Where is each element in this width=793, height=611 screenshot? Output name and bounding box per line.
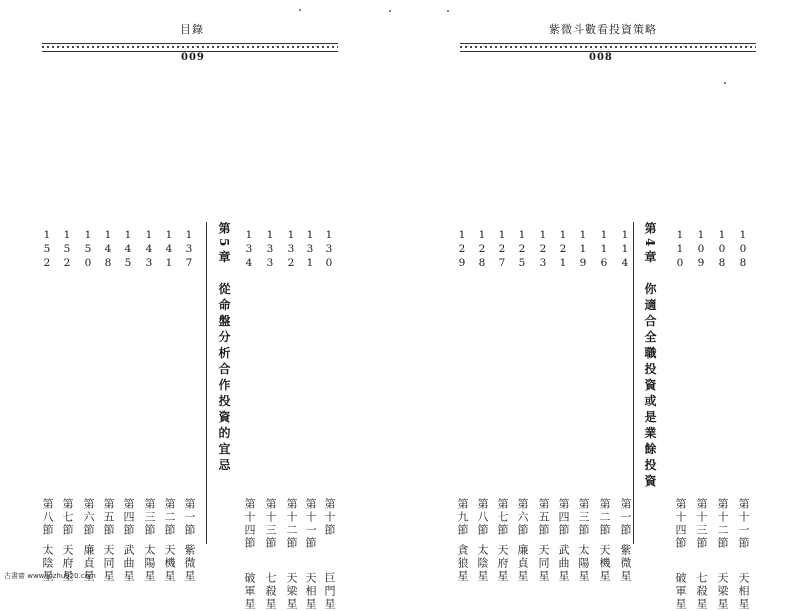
toc-section: 第十二節 [285,498,298,550]
page-digit: 1 [559,257,567,269]
page-digit: 3 [325,243,333,255]
page-digit: 3 [245,243,253,255]
divider-line [633,222,634,544]
page-digit: 7 [185,257,193,269]
page-digit: 1 [621,243,629,255]
toc-entry [454,228,470,583]
page-digit: 1 [245,229,253,241]
toc-page-number [262,228,278,270]
page-digit: 1 [104,229,112,241]
page-digit: 5 [124,257,132,269]
toc-section: 第十四節 [674,498,687,550]
toc-page-number [120,228,136,270]
toc-entry [181,228,197,583]
toc-page-number [181,228,197,270]
page-digit: 1 [697,229,705,241]
toc-entry [735,228,751,611]
toc-title: 太陰星 [476,544,489,583]
toc-section: 第三節 [143,498,156,537]
toc-title: 破軍星 [674,572,687,611]
toc-page-number [514,228,530,270]
toc-page-number [672,228,688,270]
toc-page-number [575,228,591,270]
page-digit: 1 [478,229,486,241]
page-digit: 7 [498,257,506,269]
page-digit: 2 [43,257,51,269]
page-digit: 4 [621,257,629,269]
toc-page-number [535,228,551,270]
page-number: 009 [181,52,205,63]
page-digit: 9 [697,257,705,269]
toc-page-number [141,228,157,270]
footer-watermark: 古書齋 www.fozhu920.com [4,572,96,580]
page-digit: 5 [43,243,51,255]
page-digit: 8 [478,257,486,269]
page-digit: 1 [559,229,567,241]
scan-speck [447,10,449,12]
toc-entry [120,228,136,583]
page-digit: 1 [145,229,153,241]
toc-title: 武曲星 [122,544,135,583]
toc-page-number [596,228,612,270]
left-page [0,0,396,611]
page-digit: 1 [124,229,132,241]
page-digit: 3 [306,243,314,255]
ornamental-rule [460,43,756,52]
toc-entry [494,228,510,583]
page-digit: 3 [266,243,274,255]
toc-section: 第八節 [476,498,489,537]
toc-title: 太陽星 [577,544,590,583]
toc-section: 第一節 [619,498,632,537]
toc-title: 天同星 [537,544,550,583]
toc-page-number [617,228,633,270]
page-digit: 1 [306,229,314,241]
page-digit: 5 [84,243,92,255]
toc-entry [575,228,591,583]
toc-title: 七殺星 [695,572,708,611]
page-digit: 2 [518,243,526,255]
toc-page-number [241,228,257,270]
toc-section: 第十一節 [737,498,750,550]
toc-title: 天梁星 [285,572,298,611]
toc-page-number [161,228,177,270]
toc-section: 第十節 [323,498,336,537]
page-digit: 1 [63,229,71,241]
page-digit: 8 [739,257,747,269]
page-digit: 1 [600,243,608,255]
page-digit: 8 [104,257,112,269]
toc-entry [514,228,530,583]
toc-section: 第三節 [577,498,590,537]
page-digit: 1 [676,229,684,241]
page-digit: 1 [600,229,608,241]
toc-section: 第十三節 [695,498,708,550]
page-digit: 1 [43,229,51,241]
chapter-heading: 第4章 你適合全職投資或是業餘投資 [643,222,657,491]
page-digit: 2 [458,243,466,255]
toc-section: 第六節 [82,498,95,537]
divider-line [206,222,207,544]
page-digit: 9 [579,257,587,269]
toc-title: 天機星 [598,544,611,583]
toc-title: 廉貞星 [82,544,95,583]
page-digit: 4 [145,243,153,255]
page-digit: 4 [124,243,132,255]
page-digit: 1 [718,229,726,241]
toc-entry [100,228,116,583]
toc-entry [714,228,730,611]
page-digit: 1 [498,229,506,241]
page-digit: 1 [579,243,587,255]
page-digit: 0 [718,243,726,255]
toc-title: 破軍星 [243,572,256,611]
page-digit: 0 [84,257,92,269]
toc-page-number [714,228,730,270]
toc-section: 第五節 [537,498,550,537]
page-digit: 2 [539,243,547,255]
toc-section: 第二節 [163,498,176,537]
toc-page-number [39,228,55,270]
page-digit: 1 [739,229,747,241]
toc-section: 第五節 [102,498,115,537]
toc-title: 貪狼星 [456,544,469,583]
toc-section: 第六節 [516,498,529,537]
toc-section: 第四節 [557,498,570,537]
toc-title: 紫微星 [183,544,196,583]
toc-entry [283,228,299,611]
page-digit: 2 [478,243,486,255]
page-digit: 4 [165,243,173,255]
page-digit: 2 [63,257,71,269]
toc-page-number [474,228,490,270]
toc-entry [302,228,318,611]
page-digit: 1 [676,243,684,255]
toc-entry [241,228,257,611]
toc-entry [555,228,571,583]
page-digit: 1 [185,229,193,241]
toc-section: 第一節 [183,498,196,537]
toc-title: 天相星 [737,572,750,611]
page-digit: 5 [518,257,526,269]
toc-section: 第十四節 [243,498,256,550]
page-digit: 0 [739,243,747,255]
running-title: 目錄 [180,23,204,36]
page-digit: 1 [458,229,466,241]
page-digit: 1 [84,229,92,241]
page-digit: 1 [306,257,314,269]
toc-title: 天梁星 [716,572,729,611]
page-digit: 4 [104,243,112,255]
page-digit: 8 [718,257,726,269]
toc-entry [693,228,709,611]
page-digit: 2 [559,243,567,255]
toc-entry [262,228,278,611]
right-page [396,0,793,611]
page-digit: 1 [165,229,173,241]
toc-section: 第十一節 [304,498,317,550]
toc-entry [59,228,75,583]
toc-page-number [693,228,709,270]
toc-title: 七殺星 [264,572,277,611]
page-digit: 3 [287,243,295,255]
toc-page-number [283,228,299,270]
toc-page-number [100,228,116,270]
toc-section: 第七節 [61,498,74,537]
page-digit: 9 [458,257,466,269]
page-digit: 1 [287,229,295,241]
running-title: 紫微斗數看投資策略 [549,23,657,36]
toc-section: 第四節 [122,498,135,537]
toc-title: 天同星 [102,544,115,583]
toc-title: 武曲星 [557,544,570,583]
toc-title: 天機星 [163,544,176,583]
scan-speck [724,82,726,84]
toc-title: 天相星 [304,572,317,611]
toc-entry [617,228,633,583]
page-digit: 3 [145,257,153,269]
toc-section: 第八節 [41,498,54,537]
page-digit: 6 [600,257,608,269]
toc-entry [39,228,55,583]
page-digit: 1 [539,229,547,241]
page-digit: 1 [579,229,587,241]
page-digit: 0 [697,243,705,255]
toc-entry [672,228,688,611]
page-digit: 3 [539,257,547,269]
toc-title: 太陽星 [143,544,156,583]
toc-title: 巨門星 [323,572,336,611]
toc-page-number [454,228,470,270]
chapter-heading: 第5章 從命盤分析合作投資的宜忌 [217,222,231,475]
toc-title: 紫微星 [619,544,632,583]
toc-page-number [321,228,337,270]
scan-speck [299,9,301,11]
toc-page-number [735,228,751,270]
toc-title: 天府星 [496,544,509,583]
toc-entry [141,228,157,583]
page-digit: 5 [63,243,71,255]
page-digit: 4 [245,257,253,269]
toc-section: 第十二節 [716,498,729,550]
toc-title: 天府星 [61,544,74,583]
page-digit: 0 [325,257,333,269]
page-digit: 1 [266,229,274,241]
toc-entry [161,228,177,583]
toc-entry [596,228,612,583]
toc-entry [321,228,337,611]
toc-page-number [494,228,510,270]
toc-page-number [555,228,571,270]
toc-title: 太陰星 [41,544,54,583]
toc-entry [535,228,551,583]
toc-page-number [302,228,318,270]
page-digit: 1 [518,229,526,241]
toc-entry [474,228,490,583]
ornamental-rule [42,43,338,52]
page-digit: 2 [287,257,295,269]
toc-section: 第十三節 [264,498,277,550]
toc-section: 第九節 [456,498,469,537]
toc-entry [80,228,96,583]
page-digit: 1 [165,257,173,269]
toc-page-number [80,228,96,270]
page-digit: 2 [498,243,506,255]
toc-section: 第七節 [496,498,509,537]
page-digit: 0 [676,257,684,269]
page-digit: 1 [621,229,629,241]
toc-title: 廉貞星 [516,544,529,583]
toc-section: 第二節 [598,498,611,537]
page-digit: 1 [325,229,333,241]
page-digit: 3 [266,257,274,269]
page-number: 008 [589,52,613,63]
page-digit: 3 [185,243,193,255]
toc-page-number [59,228,75,270]
scan-speck [389,10,391,12]
